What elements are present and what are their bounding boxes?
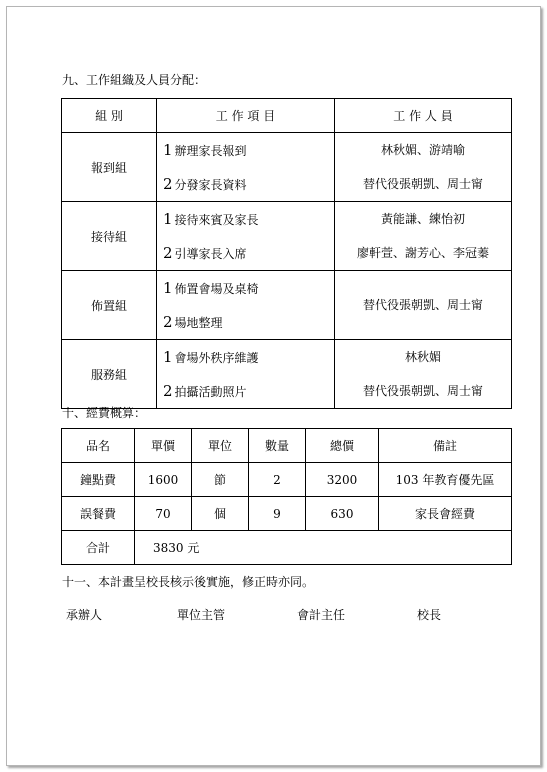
task-list [157, 271, 335, 340]
task-number: 1 [163, 348, 173, 366]
task-text: 接待來賓及家長 [174, 213, 259, 227]
header-tasks: 工 作 項 目 [157, 99, 335, 133]
cell-item: 誤餐費 [62, 497, 135, 531]
signature-handler: 承辦人 [66, 608, 103, 622]
signature-principal: 校長 [417, 608, 442, 622]
staff-list [335, 133, 512, 202]
group-name: 報到組 [62, 133, 157, 202]
cell-item: 鐘點費 [62, 463, 135, 497]
table-row [62, 202, 512, 271]
task-text: 分發家長資料 [174, 178, 247, 192]
task-list [157, 340, 335, 409]
table-header-row [62, 99, 512, 133]
header-group: 組 別 [62, 99, 157, 133]
total-label: 合計 [62, 531, 135, 565]
signature-accounting: 會計主任 [297, 608, 346, 622]
task-list [157, 202, 335, 271]
task-number: 1 [163, 141, 173, 159]
group-name: 佈置組 [62, 271, 157, 340]
total-row [62, 531, 512, 565]
cell-total: 3200 [306, 463, 379, 497]
cell-unit: 個 [192, 497, 249, 531]
table-row [62, 497, 512, 531]
staff-assignment-table [61, 98, 512, 409]
cell-unit-price: 70 [135, 497, 192, 531]
table-row [62, 340, 512, 409]
cell-quantity: 9 [249, 497, 306, 531]
cell-note: 103 年教育優先區 [379, 463, 512, 497]
task-text: 會場外秩序維護 [174, 351, 259, 365]
task-text: 引導家長入席 [174, 247, 247, 261]
header-item: 品名 [62, 429, 135, 463]
staff-line: 替代役張朝凱、周士甯 [362, 384, 483, 398]
cell-total: 630 [306, 497, 379, 531]
section9-heading: 九、工作組織及人員分配： [62, 73, 207, 87]
header-total: 總價 [306, 429, 379, 463]
header-unit: 單位 [192, 429, 249, 463]
table-row [62, 463, 512, 497]
staff-list [335, 271, 512, 340]
group-name: 接待組 [62, 202, 157, 271]
header-quantity: 數量 [249, 429, 306, 463]
staff-list [335, 202, 512, 271]
table-row [62, 133, 512, 202]
cell-quantity: 2 [249, 463, 306, 497]
staff-line: 替代役張朝凱、周士甯 [362, 177, 483, 191]
cell-unit: 節 [192, 463, 249, 497]
cell-note: 家長會經費 [379, 497, 512, 531]
budget-table [61, 428, 512, 565]
task-number: 2 [163, 382, 173, 400]
cell-unit-price: 1600 [135, 463, 192, 497]
staff-line: 替代役張朝凱、周士甯 [362, 298, 483, 312]
task-number: 2 [163, 175, 173, 193]
task-text: 場地整理 [174, 316, 223, 330]
header-staff: 工 作 人 員 [335, 99, 512, 133]
section10-heading: 十、經費概算： [62, 406, 147, 420]
task-text: 拍攝活動照片 [174, 385, 247, 399]
task-text: 辦理家長報到 [174, 144, 247, 158]
total-value: 3830 元 [135, 531, 512, 565]
staff-line: 林秋媚 [404, 350, 441, 364]
task-number: 2 [163, 244, 173, 262]
task-number: 1 [163, 279, 173, 297]
task-list [157, 133, 335, 202]
group-name: 服務組 [62, 340, 157, 409]
header-unit-price: 單價 [135, 429, 192, 463]
task-number: 1 [163, 210, 173, 228]
staff-line: 黃能謙、練怡初 [380, 212, 465, 226]
signature-unit-head: 單位主管 [177, 608, 226, 622]
task-number: 2 [163, 313, 173, 331]
header-note: 備註 [379, 429, 512, 463]
section11-heading: 十一、本計畫呈校長核示後實施，修正時亦同。 [62, 575, 315, 589]
staff-line: 林秋媚、游靖喻 [380, 143, 465, 157]
task-text: 佈置會場及桌椅 [174, 282, 259, 296]
table-row [62, 271, 512, 340]
table-header-row [62, 429, 512, 463]
staff-list [335, 340, 512, 409]
staff-line: 廖軒萱、謝芳心、李冠蓁 [356, 246, 489, 260]
